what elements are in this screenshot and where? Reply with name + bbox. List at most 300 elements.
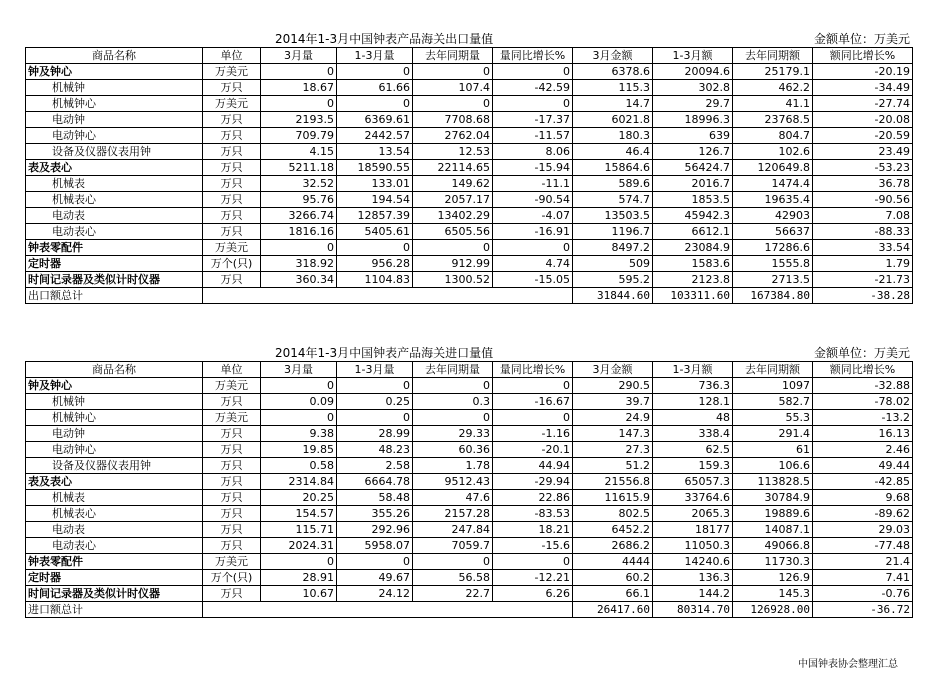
value-cell: -53.23 bbox=[813, 160, 913, 176]
value-cell: 7708.68 bbox=[413, 112, 493, 128]
value-cell: 574.7 bbox=[573, 192, 653, 208]
value-cell: 115.3 bbox=[573, 80, 653, 96]
value-cell: 56.58 bbox=[413, 570, 493, 586]
unit-cell: 万只 bbox=[203, 144, 261, 160]
value-cell: -12.21 bbox=[493, 570, 573, 586]
unit-cell: 万美元 bbox=[203, 64, 261, 80]
value-cell: 0.25 bbox=[337, 394, 413, 410]
value-cell: 2024.31 bbox=[261, 538, 337, 554]
unit-cell: 万只 bbox=[203, 80, 261, 96]
subcategory-row bbox=[26, 538, 913, 554]
value-cell: 20.25 bbox=[261, 490, 337, 506]
unit-cell: 万只 bbox=[203, 208, 261, 224]
unit-cell: 万只 bbox=[203, 160, 261, 176]
value-cell: 0 bbox=[493, 410, 573, 426]
item-name-cell: 电动表心 bbox=[26, 224, 203, 240]
value-cell: -83.53 bbox=[493, 506, 573, 522]
col-header-amount-growth: 额同比增长% bbox=[813, 362, 913, 378]
value-cell: -42.85 bbox=[813, 474, 913, 490]
value-cell: 360.34 bbox=[261, 272, 337, 288]
subcategory-row bbox=[26, 442, 913, 458]
value-cell: 56637 bbox=[733, 224, 813, 240]
export-unit-note: 金额单位：万美元 bbox=[813, 32, 910, 46]
value-cell: 5958.07 bbox=[337, 538, 413, 554]
value-cell: -88.33 bbox=[813, 224, 913, 240]
item-name-cell: 钟及钟心 bbox=[26, 378, 203, 394]
value-cell: 318.92 bbox=[261, 256, 337, 272]
value-cell: 1300.52 bbox=[413, 272, 493, 288]
unit-cell: 万只 bbox=[203, 490, 261, 506]
value-cell: 32.52 bbox=[261, 176, 337, 192]
col-header-qty-growth: 量同比增长% bbox=[493, 362, 573, 378]
value-cell: 20094.6 bbox=[653, 64, 733, 80]
value-cell: 61.66 bbox=[337, 80, 413, 96]
value-cell: 804.7 bbox=[733, 128, 813, 144]
col-header-prev-qty: 去年同期量 bbox=[413, 48, 493, 64]
subcategory-row bbox=[26, 522, 913, 538]
value-cell: 4444 bbox=[573, 554, 653, 570]
col-header-qty-growth: 量同比增长% bbox=[493, 48, 573, 64]
value-cell: -20.59 bbox=[813, 128, 913, 144]
value-cell: 2762.04 bbox=[413, 128, 493, 144]
value-cell: -17.37 bbox=[493, 112, 573, 128]
value-cell: 115.71 bbox=[261, 522, 337, 538]
value-cell: 0.58 bbox=[261, 458, 337, 474]
item-name-cell: 电动钟心 bbox=[26, 442, 203, 458]
unit-cell: 万美元 bbox=[203, 554, 261, 570]
item-name-cell: 定时器 bbox=[26, 256, 203, 272]
subcategory-row bbox=[26, 410, 913, 426]
item-name-cell: 设备及仪器仪表用钟 bbox=[26, 458, 203, 474]
value-cell: 1.79 bbox=[813, 256, 913, 272]
value-cell: 46.4 bbox=[573, 144, 653, 160]
footer-source-note: 中国钟表协会整理汇总 bbox=[798, 659, 898, 670]
value-cell: -89.62 bbox=[813, 506, 913, 522]
value-cell: 14087.1 bbox=[733, 522, 813, 538]
value-cell: 2057.17 bbox=[413, 192, 493, 208]
value-cell: 2.58 bbox=[337, 458, 413, 474]
value-cell: 1097 bbox=[733, 378, 813, 394]
value-cell: 0 bbox=[261, 96, 337, 112]
value-cell: 128.1 bbox=[653, 394, 733, 410]
value-cell: 49.44 bbox=[813, 458, 913, 474]
value-cell: 1555.8 bbox=[733, 256, 813, 272]
item-name-cell: 钟表零配件 bbox=[26, 240, 203, 256]
unit-cell: 万只 bbox=[203, 538, 261, 554]
item-name-cell: 机械钟心 bbox=[26, 96, 203, 112]
value-cell: 8497.2 bbox=[573, 240, 653, 256]
value-cell: 582.7 bbox=[733, 394, 813, 410]
unit-cell: 万只 bbox=[203, 112, 261, 128]
item-name-cell: 时间记录器及类似计时仪器 bbox=[26, 586, 203, 602]
value-cell: -20.1 bbox=[493, 442, 573, 458]
value-cell: 24.12 bbox=[337, 586, 413, 602]
value-cell: 2065.3 bbox=[653, 506, 733, 522]
value-cell: 107.4 bbox=[413, 80, 493, 96]
value-cell: 11050.3 bbox=[653, 538, 733, 554]
value-cell: 61 bbox=[733, 442, 813, 458]
import-block bbox=[25, 346, 912, 618]
value-cell: 18590.55 bbox=[337, 160, 413, 176]
value-cell: 0 bbox=[261, 378, 337, 394]
value-cell: -27.74 bbox=[813, 96, 913, 112]
value-cell: 462.2 bbox=[733, 80, 813, 96]
value-cell: 0 bbox=[261, 410, 337, 426]
item-name-cell: 定时器 bbox=[26, 570, 203, 586]
item-name-cell: 机械表心 bbox=[26, 506, 203, 522]
value-cell: 194.54 bbox=[337, 192, 413, 208]
export-block bbox=[25, 32, 912, 304]
subcategory-row bbox=[26, 394, 913, 410]
value-cell: 29.03 bbox=[813, 522, 913, 538]
value-cell: 24.9 bbox=[573, 410, 653, 426]
value-cell: 6378.6 bbox=[573, 64, 653, 80]
value-cell: 120649.8 bbox=[733, 160, 813, 176]
value-cell: 106.6 bbox=[733, 458, 813, 474]
value-cell: 2157.28 bbox=[413, 506, 493, 522]
export-header-row bbox=[26, 48, 913, 64]
value-cell: 595.2 bbox=[573, 272, 653, 288]
value-cell: 9.38 bbox=[261, 426, 337, 442]
value-cell: 0 bbox=[261, 64, 337, 80]
import-table-title: 2014年1-3月中国钟表产品海关进口量值 bbox=[275, 346, 494, 360]
unit-cell: 万只 bbox=[203, 586, 261, 602]
col-header-q1-qty: 1-3月量 bbox=[337, 362, 413, 378]
value-cell: 0.3 bbox=[413, 394, 493, 410]
value-cell: -13.2 bbox=[813, 410, 913, 426]
value-cell: 736.3 bbox=[653, 378, 733, 394]
value-cell: 33.54 bbox=[813, 240, 913, 256]
value-cell: 1583.6 bbox=[653, 256, 733, 272]
value-cell: 25179.1 bbox=[733, 64, 813, 80]
value-cell: 11730.3 bbox=[733, 554, 813, 570]
unit-cell: 万只 bbox=[203, 474, 261, 490]
value-cell: 302.8 bbox=[653, 80, 733, 96]
col-header-unit: 单位 bbox=[203, 362, 261, 378]
col-header-march-qty: 3月量 bbox=[261, 48, 337, 64]
value-cell: 5405.61 bbox=[337, 224, 413, 240]
value-cell: 19889.6 bbox=[733, 506, 813, 522]
value-cell: -4.07 bbox=[493, 208, 573, 224]
value-cell: 8.06 bbox=[493, 144, 573, 160]
value-cell: 5211.18 bbox=[261, 160, 337, 176]
unit-cell: 万只 bbox=[203, 522, 261, 538]
value-cell: 41.1 bbox=[733, 96, 813, 112]
item-name-cell: 表及表心 bbox=[26, 474, 203, 490]
value-cell: 19635.4 bbox=[733, 192, 813, 208]
col-header-q1-amount: 1-3月额 bbox=[653, 362, 733, 378]
value-cell: 13402.29 bbox=[413, 208, 493, 224]
value-cell: 14240.6 bbox=[653, 554, 733, 570]
item-name-cell: 机械钟 bbox=[26, 394, 203, 410]
col-header-item: 商品名称 bbox=[26, 362, 203, 378]
value-cell: 154.57 bbox=[261, 506, 337, 522]
value-cell: 60.2 bbox=[573, 570, 653, 586]
value-cell: 0.09 bbox=[261, 394, 337, 410]
unit-cell: 万只 bbox=[203, 442, 261, 458]
value-cell: 133.01 bbox=[337, 176, 413, 192]
value-cell: -21.73 bbox=[813, 272, 913, 288]
value-cell: 1853.5 bbox=[653, 192, 733, 208]
value-cell: -11.57 bbox=[493, 128, 573, 144]
value-cell: 7.08 bbox=[813, 208, 913, 224]
value-cell: 709.79 bbox=[261, 128, 337, 144]
category-row bbox=[26, 586, 913, 602]
value-cell: 0 bbox=[337, 410, 413, 426]
value-cell: -78.02 bbox=[813, 394, 913, 410]
value-cell: 0 bbox=[261, 554, 337, 570]
value-cell: 23768.5 bbox=[733, 112, 813, 128]
value-cell: 18177 bbox=[653, 522, 733, 538]
subcategory-row bbox=[26, 224, 913, 240]
import-total-growth: -36.72 bbox=[813, 602, 913, 618]
value-cell: -0.76 bbox=[813, 586, 913, 602]
value-cell: 147.3 bbox=[573, 426, 653, 442]
import-total-blank bbox=[203, 602, 573, 618]
subcategory-row bbox=[26, 96, 913, 112]
col-header-march-qty: 3月量 bbox=[261, 362, 337, 378]
value-cell: 0 bbox=[413, 410, 493, 426]
unit-cell: 万只 bbox=[203, 426, 261, 442]
item-name-cell: 电动表 bbox=[26, 208, 203, 224]
value-cell: 1816.16 bbox=[261, 224, 337, 240]
value-cell: 56424.7 bbox=[653, 160, 733, 176]
import-table bbox=[25, 361, 913, 618]
value-cell: 48.23 bbox=[337, 442, 413, 458]
value-cell: 9.68 bbox=[813, 490, 913, 506]
value-cell: 0 bbox=[493, 554, 573, 570]
item-name-cell: 表及表心 bbox=[26, 160, 203, 176]
export-total-prev-amount: 167384.80 bbox=[733, 288, 813, 304]
value-cell: 6452.2 bbox=[573, 522, 653, 538]
value-cell: 65057.3 bbox=[653, 474, 733, 490]
value-cell: 22114.65 bbox=[413, 160, 493, 176]
value-cell: 28.91 bbox=[261, 570, 337, 586]
col-header-prev-amount: 去年同期额 bbox=[733, 48, 813, 64]
col-header-prev-qty: 去年同期量 bbox=[413, 362, 493, 378]
value-cell: 18996.3 bbox=[653, 112, 733, 128]
item-name-cell: 机械表心 bbox=[26, 192, 203, 208]
unit-cell: 万个(只) bbox=[203, 570, 261, 586]
col-header-amount-growth: 额同比增长% bbox=[813, 48, 913, 64]
value-cell: -1.16 bbox=[493, 426, 573, 442]
value-cell: 36.78 bbox=[813, 176, 913, 192]
value-cell: 1.78 bbox=[413, 458, 493, 474]
export-total-blank bbox=[203, 288, 573, 304]
unit-cell: 万只 bbox=[203, 128, 261, 144]
value-cell: 0 bbox=[337, 240, 413, 256]
subcategory-row bbox=[26, 144, 913, 160]
item-name-cell: 电动表 bbox=[26, 522, 203, 538]
import-total-prev-amount: 126928.00 bbox=[733, 602, 813, 618]
col-header-prev-amount: 去年同期额 bbox=[733, 362, 813, 378]
unit-cell: 万只 bbox=[203, 224, 261, 240]
value-cell: 159.3 bbox=[653, 458, 733, 474]
value-cell: 44.94 bbox=[493, 458, 573, 474]
unit-cell: 万只 bbox=[203, 176, 261, 192]
value-cell: 21556.8 bbox=[573, 474, 653, 490]
export-table-body bbox=[26, 64, 913, 288]
item-name-cell: 电动钟 bbox=[26, 426, 203, 442]
unit-cell: 万美元 bbox=[203, 410, 261, 426]
value-cell: 0 bbox=[413, 96, 493, 112]
value-cell: 17286.6 bbox=[733, 240, 813, 256]
subcategory-row bbox=[26, 176, 913, 192]
value-cell: 2016.7 bbox=[653, 176, 733, 192]
subcategory-row bbox=[26, 192, 913, 208]
export-total-label: 出口额总计 bbox=[26, 288, 203, 304]
value-cell: 66.1 bbox=[573, 586, 653, 602]
value-cell: 47.6 bbox=[413, 490, 493, 506]
value-cell: 23084.9 bbox=[653, 240, 733, 256]
value-cell: 0 bbox=[493, 240, 573, 256]
value-cell: 145.3 bbox=[733, 586, 813, 602]
value-cell: 48 bbox=[653, 410, 733, 426]
value-cell: 3266.74 bbox=[261, 208, 337, 224]
value-cell: 7.41 bbox=[813, 570, 913, 586]
value-cell: 102.6 bbox=[733, 144, 813, 160]
value-cell: 6021.8 bbox=[573, 112, 653, 128]
value-cell: 22.7 bbox=[413, 586, 493, 602]
value-cell: 45942.3 bbox=[653, 208, 733, 224]
value-cell: 12.53 bbox=[413, 144, 493, 160]
category-row bbox=[26, 378, 913, 394]
item-name-cell: 钟及钟心 bbox=[26, 64, 203, 80]
category-row bbox=[26, 160, 913, 176]
value-cell: 338.4 bbox=[653, 426, 733, 442]
subcategory-row bbox=[26, 426, 913, 442]
subcategory-row bbox=[26, 490, 913, 506]
item-name-cell: 机械钟 bbox=[26, 80, 203, 96]
value-cell: 14.7 bbox=[573, 96, 653, 112]
value-cell: -42.59 bbox=[493, 80, 573, 96]
value-cell: -77.48 bbox=[813, 538, 913, 554]
value-cell: 6505.56 bbox=[413, 224, 493, 240]
value-cell: 51.2 bbox=[573, 458, 653, 474]
item-name-cell: 机械钟心 bbox=[26, 410, 203, 426]
value-cell: -34.49 bbox=[813, 80, 913, 96]
subcategory-row bbox=[26, 128, 913, 144]
export-table-title: 2014年1-3月中国钟表产品海关出口量值 bbox=[275, 32, 494, 46]
export-total-march-amount: 31844.60 bbox=[573, 288, 653, 304]
subcategory-row bbox=[26, 208, 913, 224]
import-total-march-amount: 26417.60 bbox=[573, 602, 653, 618]
value-cell: 0 bbox=[261, 240, 337, 256]
value-cell: 639 bbox=[653, 128, 733, 144]
value-cell: 19.85 bbox=[261, 442, 337, 458]
value-cell: 247.84 bbox=[413, 522, 493, 538]
col-header-march-amount: 3月金额 bbox=[573, 48, 653, 64]
import-table-body bbox=[26, 378, 913, 602]
value-cell: -20.19 bbox=[813, 64, 913, 80]
value-cell: 0 bbox=[413, 240, 493, 256]
unit-cell: 万美元 bbox=[203, 378, 261, 394]
unit-cell: 万美元 bbox=[203, 96, 261, 112]
value-cell: 126.7 bbox=[653, 144, 733, 160]
value-cell: 0 bbox=[493, 64, 573, 80]
value-cell: 33764.6 bbox=[653, 490, 733, 506]
value-cell: 7059.7 bbox=[413, 538, 493, 554]
value-cell: 42903 bbox=[733, 208, 813, 224]
value-cell: 49.67 bbox=[337, 570, 413, 586]
value-cell: 6369.61 bbox=[337, 112, 413, 128]
value-cell: 62.5 bbox=[653, 442, 733, 458]
value-cell: 113828.5 bbox=[733, 474, 813, 490]
value-cell: 1196.7 bbox=[573, 224, 653, 240]
value-cell: 0 bbox=[413, 64, 493, 80]
value-cell: 6612.1 bbox=[653, 224, 733, 240]
value-cell: 16.13 bbox=[813, 426, 913, 442]
value-cell: -16.91 bbox=[493, 224, 573, 240]
import-total-label: 进口额总计 bbox=[26, 602, 203, 618]
item-name-cell: 机械表 bbox=[26, 490, 203, 506]
category-row bbox=[26, 474, 913, 490]
value-cell: 2.46 bbox=[813, 442, 913, 458]
value-cell: -15.94 bbox=[493, 160, 573, 176]
value-cell: 18.21 bbox=[493, 522, 573, 538]
export-total-q1-amount: 103311.60 bbox=[653, 288, 733, 304]
value-cell: 55.3 bbox=[733, 410, 813, 426]
import-title-row bbox=[25, 346, 912, 361]
export-title-row bbox=[25, 32, 912, 47]
value-cell: -90.56 bbox=[813, 192, 913, 208]
value-cell: 27.3 bbox=[573, 442, 653, 458]
export-total-growth: -38.28 bbox=[813, 288, 913, 304]
value-cell: -20.08 bbox=[813, 112, 913, 128]
value-cell: 292.96 bbox=[337, 522, 413, 538]
export-total-row bbox=[26, 288, 913, 304]
value-cell: 4.74 bbox=[493, 256, 573, 272]
category-row bbox=[26, 64, 913, 80]
value-cell: -32.88 bbox=[813, 378, 913, 394]
value-cell: 291.4 bbox=[733, 426, 813, 442]
value-cell: 95.76 bbox=[261, 192, 337, 208]
value-cell: 0 bbox=[493, 378, 573, 394]
value-cell: -16.67 bbox=[493, 394, 573, 410]
value-cell: 509 bbox=[573, 256, 653, 272]
value-cell: 144.2 bbox=[653, 586, 733, 602]
category-row bbox=[26, 256, 913, 272]
value-cell: 2686.2 bbox=[573, 538, 653, 554]
value-cell: -90.54 bbox=[493, 192, 573, 208]
col-header-march-amount: 3月金额 bbox=[573, 362, 653, 378]
value-cell: 0 bbox=[337, 554, 413, 570]
value-cell: 9512.43 bbox=[413, 474, 493, 490]
value-cell: 0 bbox=[337, 378, 413, 394]
unit-cell: 万美元 bbox=[203, 240, 261, 256]
value-cell: 912.99 bbox=[413, 256, 493, 272]
item-name-cell: 设备及仪器仪表用钟 bbox=[26, 144, 203, 160]
subcategory-row bbox=[26, 80, 913, 96]
value-cell: 0 bbox=[413, 378, 493, 394]
value-cell: -29.94 bbox=[493, 474, 573, 490]
value-cell: 2314.84 bbox=[261, 474, 337, 490]
value-cell: 2442.57 bbox=[337, 128, 413, 144]
value-cell: 6.26 bbox=[493, 586, 573, 602]
value-cell: 18.67 bbox=[261, 80, 337, 96]
value-cell: 49066.8 bbox=[733, 538, 813, 554]
value-cell: 6664.78 bbox=[337, 474, 413, 490]
value-cell: -15.05 bbox=[493, 272, 573, 288]
import-header-row bbox=[26, 362, 913, 378]
item-name-cell: 钟表零配件 bbox=[26, 554, 203, 570]
value-cell: 180.3 bbox=[573, 128, 653, 144]
value-cell: 60.36 bbox=[413, 442, 493, 458]
unit-cell: 万只 bbox=[203, 272, 261, 288]
value-cell: 22.86 bbox=[493, 490, 573, 506]
value-cell: 23.49 bbox=[813, 144, 913, 160]
category-row bbox=[26, 570, 913, 586]
